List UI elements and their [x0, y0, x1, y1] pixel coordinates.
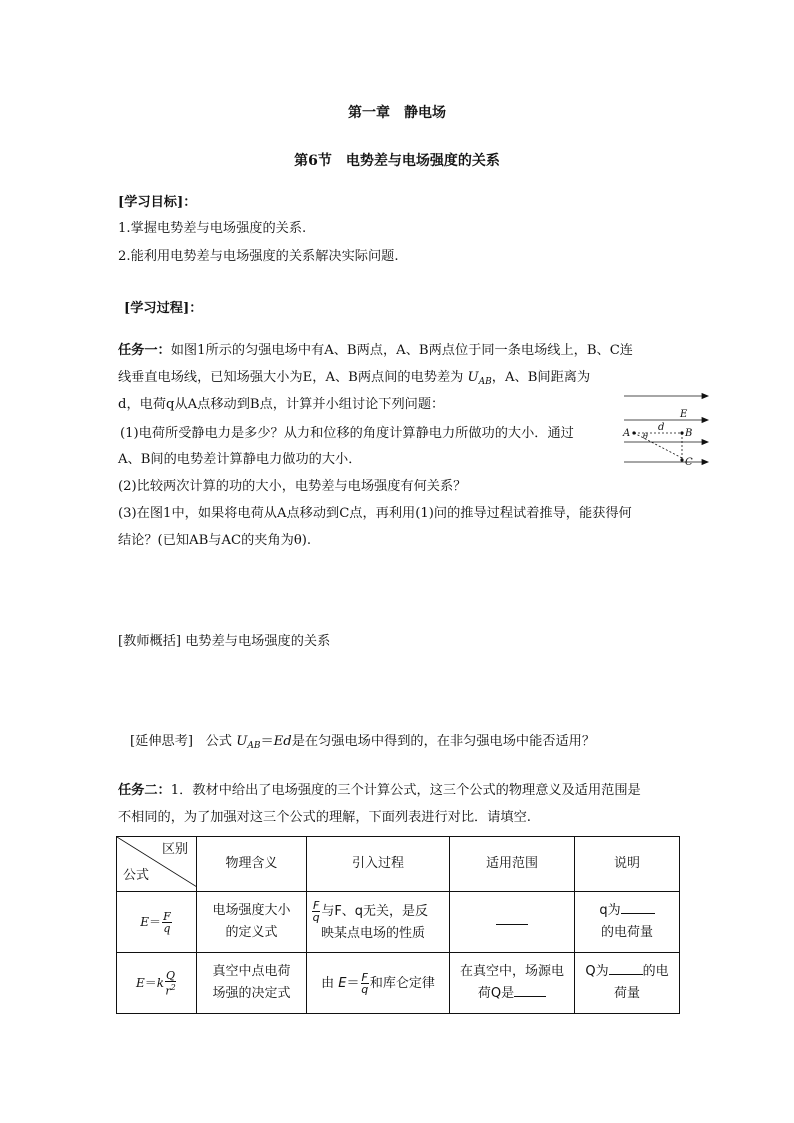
cell-scope-2: 在真空中，场源电 荷Q是: [450, 953, 575, 1014]
cell-meaning-2: 真空中点电荷 场强的决定式: [197, 953, 307, 1014]
point-b: [680, 431, 683, 434]
task1-line3: d，电荷q从A点移动到B点，计算并小组讨论下列问题：: [118, 397, 445, 412]
diagonal-header-cell: [117, 837, 197, 892]
col-header-scope: 适用范围: [450, 837, 575, 892]
formula-comparison-table: [116, 836, 680, 1014]
formula-point-charge: E＝k $\frac{Q}{r^2}$: [117, 953, 197, 1014]
diag-top-label: 区别: [161, 842, 188, 857]
table-header-row: [117, 837, 680, 892]
col-header-intro: 引入过程: [307, 837, 450, 892]
fill-blank[interactable]: [621, 901, 655, 914]
task1-q1b: A、B间的电势差计算静电力做功的大小．: [118, 452, 362, 467]
task1-label: 任务一：: [118, 343, 171, 358]
point-a: [632, 431, 635, 434]
diag-bottom-label: 公式: [123, 868, 150, 883]
col-header-meaning: 物理含义: [197, 837, 307, 892]
task2-label: 任务二：: [118, 783, 171, 798]
cell-scope-1[interactable]: [450, 892, 575, 953]
cell-meaning-1: 电场强度大小 的定义式: [197, 892, 307, 953]
uniform-field-figure: [620, 390, 710, 470]
goal-item-2: 2.能利用电势差与电场强度的关系解决实际问题.: [118, 249, 399, 264]
fill-blank[interactable]: [609, 962, 643, 975]
task1-line1: 任务一：如图1所示的匀强电场中有A、B两点，A、B两点位于同一条电场线上，B、C连: [118, 343, 633, 358]
task1-q3a: (3)在图1中，如果将电荷从A点移动到C点，再利用(1)问的推导过程试着推导，能获得何: [118, 506, 632, 521]
cell-intro-2: 由 E＝ $\frac{F}{q}$ 和库仑定律: [307, 953, 450, 1014]
cell-intro-1: $\frac{F}{q}$ 与F、q无关，是反 映某点电场的性质: [307, 892, 450, 953]
label-b: B: [685, 428, 693, 439]
label-theta: θ: [643, 432, 648, 441]
col-header-note: 说明: [575, 837, 680, 892]
table-row: [117, 953, 680, 1014]
formula-definition: E＝ $\frac{F}{q}$: [117, 892, 197, 953]
process-heading: [学习过程]：: [124, 301, 203, 316]
label-e: E: [680, 409, 688, 420]
task1-line2: 线垂直电场线，已知场强大小为E，A、B两点间的电势差为 $U_{AB}$，A、B间距离为: [118, 370, 591, 387]
goal-item-1: 1.掌握电势差与电场强度的关系.: [118, 221, 307, 236]
label-d: d: [658, 422, 665, 433]
chapter-title: 第一章 静电场: [348, 105, 446, 121]
cell-note-2: Q为 的电 荷量: [575, 953, 680, 1014]
teacher-summary: [教师概括] 电势差与电场强度的关系: [118, 634, 331, 649]
point-c: [680, 458, 683, 461]
fill-blank[interactable]: [514, 984, 546, 997]
cell-note-1: q为 的电荷量: [575, 892, 680, 953]
label-a: A: [623, 428, 631, 439]
extension-line: [延伸思考] 公式 $U_{AB}=Ed$是在匀强电场中得到的，在非匀强电场中能否适用？: [130, 734, 596, 751]
extension-label: [延伸思考]: [130, 734, 194, 749]
task1-q1a: (1)电荷所受静电力是多少？从力和位移的角度计算静电力所做功的大小．通过: [120, 426, 574, 441]
goals-heading: [学习目标]：: [118, 195, 197, 210]
section-title: 第6节 电势差与电场强度的关系: [294, 153, 500, 169]
label-c: C: [685, 457, 693, 468]
task1-q3b: 结论？(已知AB与AC的夹角为θ).: [118, 533, 312, 548]
task2-line2: 不相同的，为了加强对这三个公式的理解，下面列表进行对比．请填空.: [118, 810, 532, 825]
task2-line1: 任务二：1．教材中给出了电场强度的三个计算公式，这三个公式的物理意义及适用范围是: [118, 783, 641, 798]
table-row: [117, 892, 680, 953]
fill-blank[interactable]: [496, 912, 528, 925]
task1-q2: (2)比较两次计算的功的大小，电势差与电场强度有何关系？: [118, 479, 467, 494]
